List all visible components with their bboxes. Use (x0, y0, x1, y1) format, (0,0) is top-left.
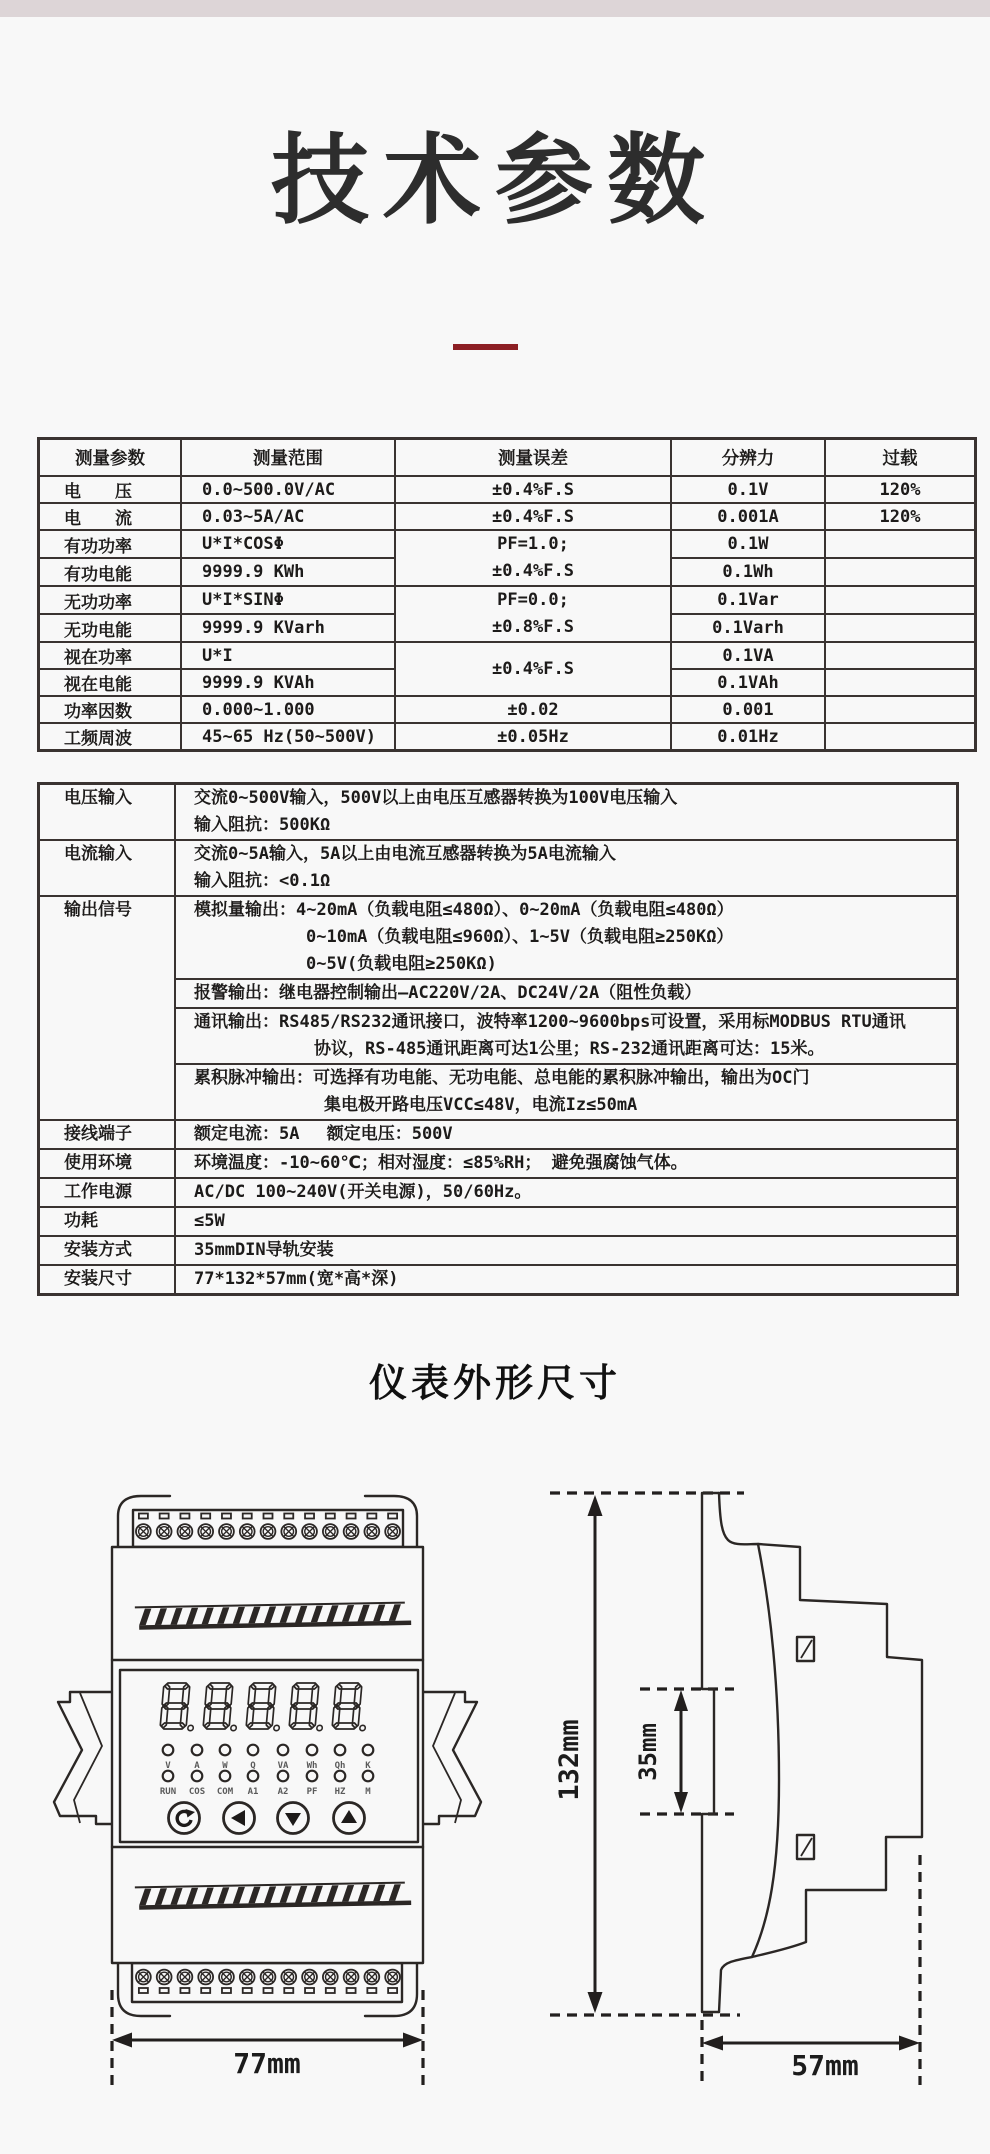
table-cell: 0.001A (671, 503, 825, 530)
led-label: K (365, 1761, 371, 1771)
table-cell: 0.000~1.000 (181, 696, 395, 723)
table-cell: 无功功率 (39, 586, 182, 614)
spec-line: 77*132*57mm(宽*高*深) (194, 1269, 399, 1289)
led-label: Q (250, 1761, 256, 1771)
spec-row (40, 839, 956, 895)
table-cell: U*I*COSΦ (181, 530, 395, 558)
led-label: HZ (334, 1787, 346, 1797)
table-cell: 0.1VA (671, 642, 825, 669)
height-dimension-label: 132mm (554, 1719, 585, 1801)
led-label: W (222, 1761, 228, 1771)
table-cell: 电 压 (39, 476, 182, 503)
spec-line: 交流0~5A输入，5A以上由电流互感器转换为5A电流输入 (194, 844, 616, 864)
table-cell: 0.0~500.0V/AC (181, 476, 395, 503)
table-cell: 9999.9 KWh (181, 558, 395, 586)
spec-line: 报警输出：继电器控制输出—AC220V/2A、DC24V/2A（阻性负载） (194, 983, 702, 1003)
table-cell: 120% (825, 503, 976, 530)
led-label: VA (277, 1761, 289, 1771)
led-label: A (194, 1761, 200, 1771)
spec-row (40, 895, 956, 1119)
table-cell: U*I*SINΦ (181, 586, 395, 614)
spec-line: 通讯输出：RS485/RS232通讯接口，波特率1200~9600bps可设置，采用标MODBUS RTU通讯 (194, 1012, 906, 1032)
spec-row (40, 1177, 956, 1206)
led-label: Wh (306, 1761, 318, 1771)
front-view-drawing (54, 1496, 481, 2085)
led-label: M (365, 1787, 371, 1797)
column-header: 分辨力 (671, 439, 825, 477)
table-cell: 0.1Wh (671, 558, 825, 586)
depth-dimension-label: 57mm (791, 2049, 859, 2082)
table-cell (825, 586, 976, 614)
table-cell: PF=1.0; ±0.4%F.S (395, 530, 671, 586)
table-cell: 0.1VAh (671, 669, 825, 696)
spec-line: 输入阻抗：500KΩ (194, 815, 331, 835)
led-label: COM (216, 1787, 234, 1797)
rail-plate-profile (702, 1493, 719, 2012)
side-view-drawing (550, 1493, 922, 2085)
table-cell (825, 558, 976, 586)
table-cell: 0.001 (671, 696, 825, 723)
table-cell: 0.1Varh (671, 614, 825, 642)
spec-value (176, 1266, 956, 1293)
spec-value (176, 1121, 956, 1148)
table-cell (825, 696, 976, 723)
column-header: 测量范围 (181, 439, 395, 477)
spec-line: 协议，RS-485通讯距离可达1公里；RS-232通讯距离可达：15米。 (314, 1039, 825, 1059)
table-cell: 有功功率 (39, 530, 182, 558)
spec-row (40, 1206, 956, 1235)
spec-line: 模拟量输出：4~20mA（负载电阻≤480Ω）、0~20mA（负载电阻≤480Ω） (194, 900, 734, 920)
spec-label: 安装尺寸 (40, 1266, 176, 1293)
spec-row (40, 1148, 956, 1177)
table-cell: 无功电能 (39, 614, 182, 642)
table-cell (825, 669, 976, 696)
spec-label: 输出信号 (40, 897, 176, 1119)
spec-line: ≤5W (194, 1211, 225, 1231)
spec-label: 工作电源 (40, 1179, 176, 1206)
spec-value (176, 1208, 956, 1235)
table-cell: 功率因数 (39, 696, 182, 723)
column-header: 测量误差 (395, 439, 671, 477)
table-cell: ±0.4%F.S (395, 503, 671, 530)
spec-line: 额定电流：5A 额定电压：500V (194, 1124, 453, 1144)
din-rail-right (423, 1692, 481, 1824)
led-label: A2 (277, 1787, 289, 1797)
spec-label: 功耗 (40, 1208, 176, 1235)
led-label: RUN (159, 1787, 177, 1797)
led-label: A1 (247, 1787, 259, 1797)
spec-value (176, 841, 956, 895)
spec-row (40, 1119, 956, 1148)
spec-line: 环境温度：-10~60℃；相对湿度：≤85%RH； 避免强腐蚀气体。 (194, 1153, 688, 1173)
table-cell: 45~65 Hz(50~500V) (181, 723, 395, 751)
table-cell: PF=0.0; ±0.8%F.S (395, 586, 671, 642)
table-cell: ±0.4%F.S (395, 642, 671, 696)
table-cell (825, 723, 976, 751)
led-label: PF (306, 1787, 318, 1797)
column-header: 测量参数 (39, 439, 182, 477)
spec-line: 输入阻抗：<0.1Ω (194, 871, 331, 891)
table-cell: 9999.9 KVarh (181, 614, 395, 642)
table-cell (825, 642, 976, 669)
table-cell: 有功电能 (39, 558, 182, 586)
table-cell: 9999.9 KVAh (181, 669, 395, 696)
spec-value (176, 1150, 956, 1177)
table-cell (825, 614, 976, 642)
table-cell: 工频周波 (39, 723, 182, 751)
specifications-table (37, 782, 959, 1296)
table-cell: ±0.05Hz (395, 723, 671, 751)
rail-clip-upper (797, 1637, 814, 1661)
spec-label: 电压输入 (40, 785, 176, 839)
column-header: 过载 (825, 439, 976, 477)
rail-dimension-label: 35mm (634, 1723, 662, 1781)
spec-row (40, 1235, 956, 1264)
spec-line: AC/DC 100~240V(开关电源)，50/60Hz。 (194, 1182, 532, 1202)
table-cell: 0.1V (671, 476, 825, 503)
table-cell: 0.01Hz (671, 723, 825, 751)
table-cell: ±0.4%F.S (395, 476, 671, 503)
table-cell: U*I (181, 642, 395, 669)
case-side-profile (719, 1493, 922, 2012)
top-strip (0, 0, 990, 17)
measurement-parameters-table (37, 437, 977, 752)
rail-clip-lower (797, 1835, 814, 1859)
page-title: 技术参数 (270, 124, 719, 238)
table-cell: 0.03~5A/AC (181, 503, 395, 530)
led-label: COS (188, 1787, 206, 1797)
outline-dimensions-title: 仪表外形尺寸 (368, 1361, 621, 1405)
spec-row (40, 1264, 956, 1293)
spec-line: 0~5V(负载电阻≥250KΩ) (306, 954, 497, 974)
table-cell: 120% (825, 476, 976, 503)
spec-label: 电流输入 (40, 841, 176, 895)
spec-line: 集电极开路电压VCC≤48V，电流Iz≤50mA (324, 1095, 638, 1115)
table-cell: ±0.02 (395, 696, 671, 723)
spec-line: 累积脉冲输出：可选择有功电能、无功电能、总电能的累积脉冲输出，输出为OC门 (194, 1068, 810, 1088)
spec-line: 0~10mA（负载电阻≤960Ω）、1~5V（负载电阻≥250KΩ） (306, 927, 734, 947)
spec-value (176, 1237, 956, 1264)
spec-line: 35mmDIN导轨安装 (194, 1240, 334, 1260)
spec-value (176, 1179, 956, 1206)
terminal-block-top (133, 1510, 403, 1547)
spec-line: 交流0~500V输入，500V以上由电压互感器转换为100V电压输入 (194, 788, 678, 808)
spec-value (176, 897, 956, 1119)
spec-value (176, 785, 956, 839)
spec-label: 使用环境 (40, 1150, 176, 1177)
red-divider (453, 344, 518, 350)
spec-row (40, 785, 956, 839)
dimension-drawings (40, 1460, 960, 2140)
led-label: Qh (334, 1761, 346, 1771)
table-cell: 视在电能 (39, 669, 182, 696)
case-face-curve (752, 1544, 779, 1957)
table-cell: 0.1Var (671, 586, 825, 614)
table-cell (825, 530, 976, 558)
din-rail-left (54, 1692, 112, 1824)
table-cell: 0.1W (671, 530, 825, 558)
width-dimension-label: 77mm (233, 2047, 301, 2080)
table-cell: 视在功率 (39, 642, 182, 669)
spec-label: 安装方式 (40, 1237, 176, 1264)
led-label: V (165, 1761, 171, 1771)
table-cell: 电 流 (39, 503, 182, 530)
spec-label: 接线端子 (40, 1121, 176, 1148)
